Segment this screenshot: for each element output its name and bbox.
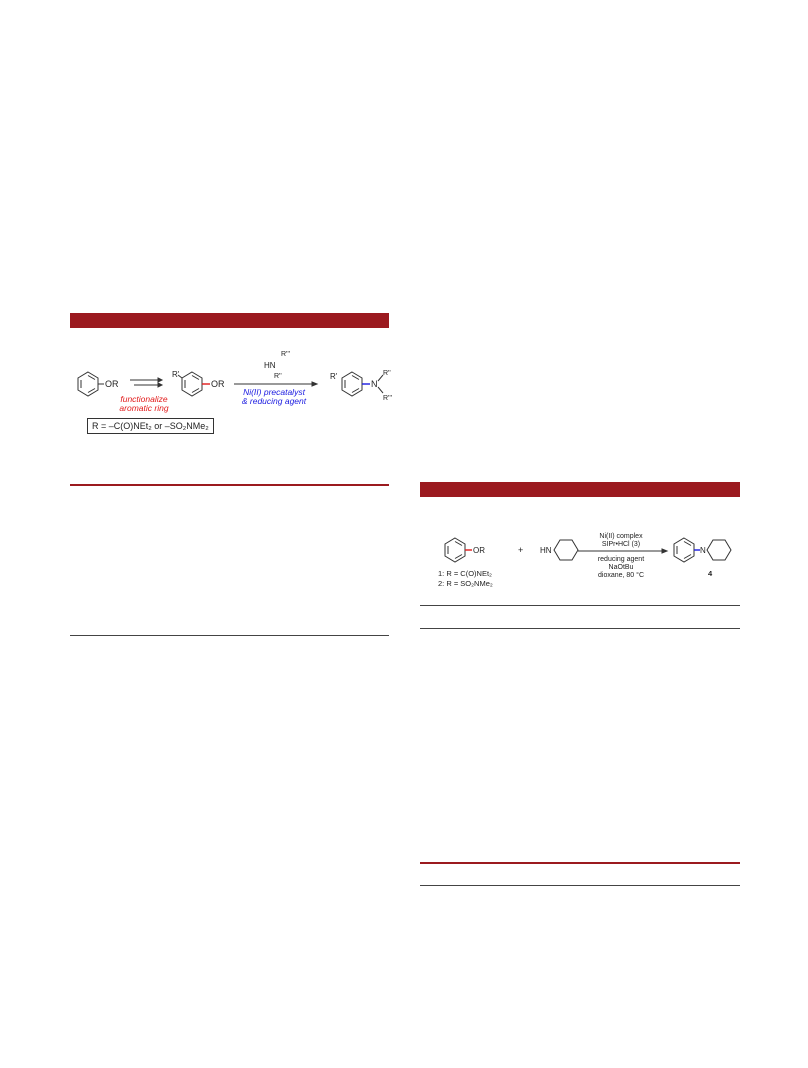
plus-sign: + — [518, 545, 524, 555]
reactant2-or-label: OR — [473, 546, 485, 555]
product-n-label: N — [371, 379, 378, 389]
reaction-arrow-2 — [578, 549, 667, 553]
condition-line5: dioxane, 80 °C — [598, 572, 644, 579]
table2-header-rule — [420, 628, 740, 629]
catalyst-note-line1: Ni(II) precatalyst — [243, 387, 305, 397]
table2-top-rule — [420, 605, 740, 606]
scheme1-header-bar — [70, 313, 389, 328]
functionalize-note-line2: aromatic ring — [119, 403, 169, 413]
product-aryl-ring — [674, 538, 694, 562]
product-piperidine-ring — [707, 540, 731, 560]
substituent-r1-label: R' — [172, 370, 180, 379]
substituted-benzene-ring — [178, 372, 202, 396]
table-header-bar — [420, 482, 740, 497]
product2-n-label: N — [700, 546, 706, 555]
r-definition-box: R = –C(O)NEt₂ or –SO₂NMe₂ — [87, 418, 214, 434]
condition-line3: reducing agent — [597, 556, 645, 563]
product-r1-label: R' — [330, 372, 338, 381]
product-benzene-ring — [342, 372, 362, 396]
table3-top-rule — [420, 862, 740, 864]
amine-hn-label: HN — [264, 361, 276, 370]
catalyst-note-line2: & reducing agent — [241, 396, 307, 406]
scheme2-figure — [430, 528, 760, 598]
product-r3-label: R''' — [383, 395, 393, 402]
aryl-reactant-ring — [445, 538, 465, 562]
condition-line1: Ni(II) complex — [599, 533, 643, 540]
benzene-ring — [78, 372, 104, 396]
multistep-arrow — [130, 378, 162, 387]
reactant-or-label: OR — [105, 379, 119, 389]
piperidine-ring — [554, 540, 578, 560]
product-number-label: 4 — [708, 569, 713, 578]
table3-bottom-rule — [420, 885, 740, 886]
condition-line4: NaOtBu — [608, 564, 634, 571]
n-bond-down — [378, 387, 383, 393]
compound2-label: 2: R = SO₂NMe₂ — [438, 579, 493, 588]
amine-r2-label: R'' — [274, 373, 282, 380]
product1-or-label: OR — [211, 379, 225, 389]
functionalize-note-line1: functionalize — [120, 394, 168, 404]
product-r2-label: R'' — [383, 370, 391, 377]
compound1-label: 1: R = C(O)NEt₂ — [438, 569, 492, 578]
reaction-arrow — [234, 382, 317, 386]
table1-top-rule — [70, 484, 389, 486]
condition-line2: SIPr•HCl (3) — [601, 541, 641, 548]
amine-r3-top: R''' — [281, 351, 291, 358]
table1-bottom-rule — [70, 635, 389, 636]
piperidine-hn-label: HN — [540, 546, 552, 555]
